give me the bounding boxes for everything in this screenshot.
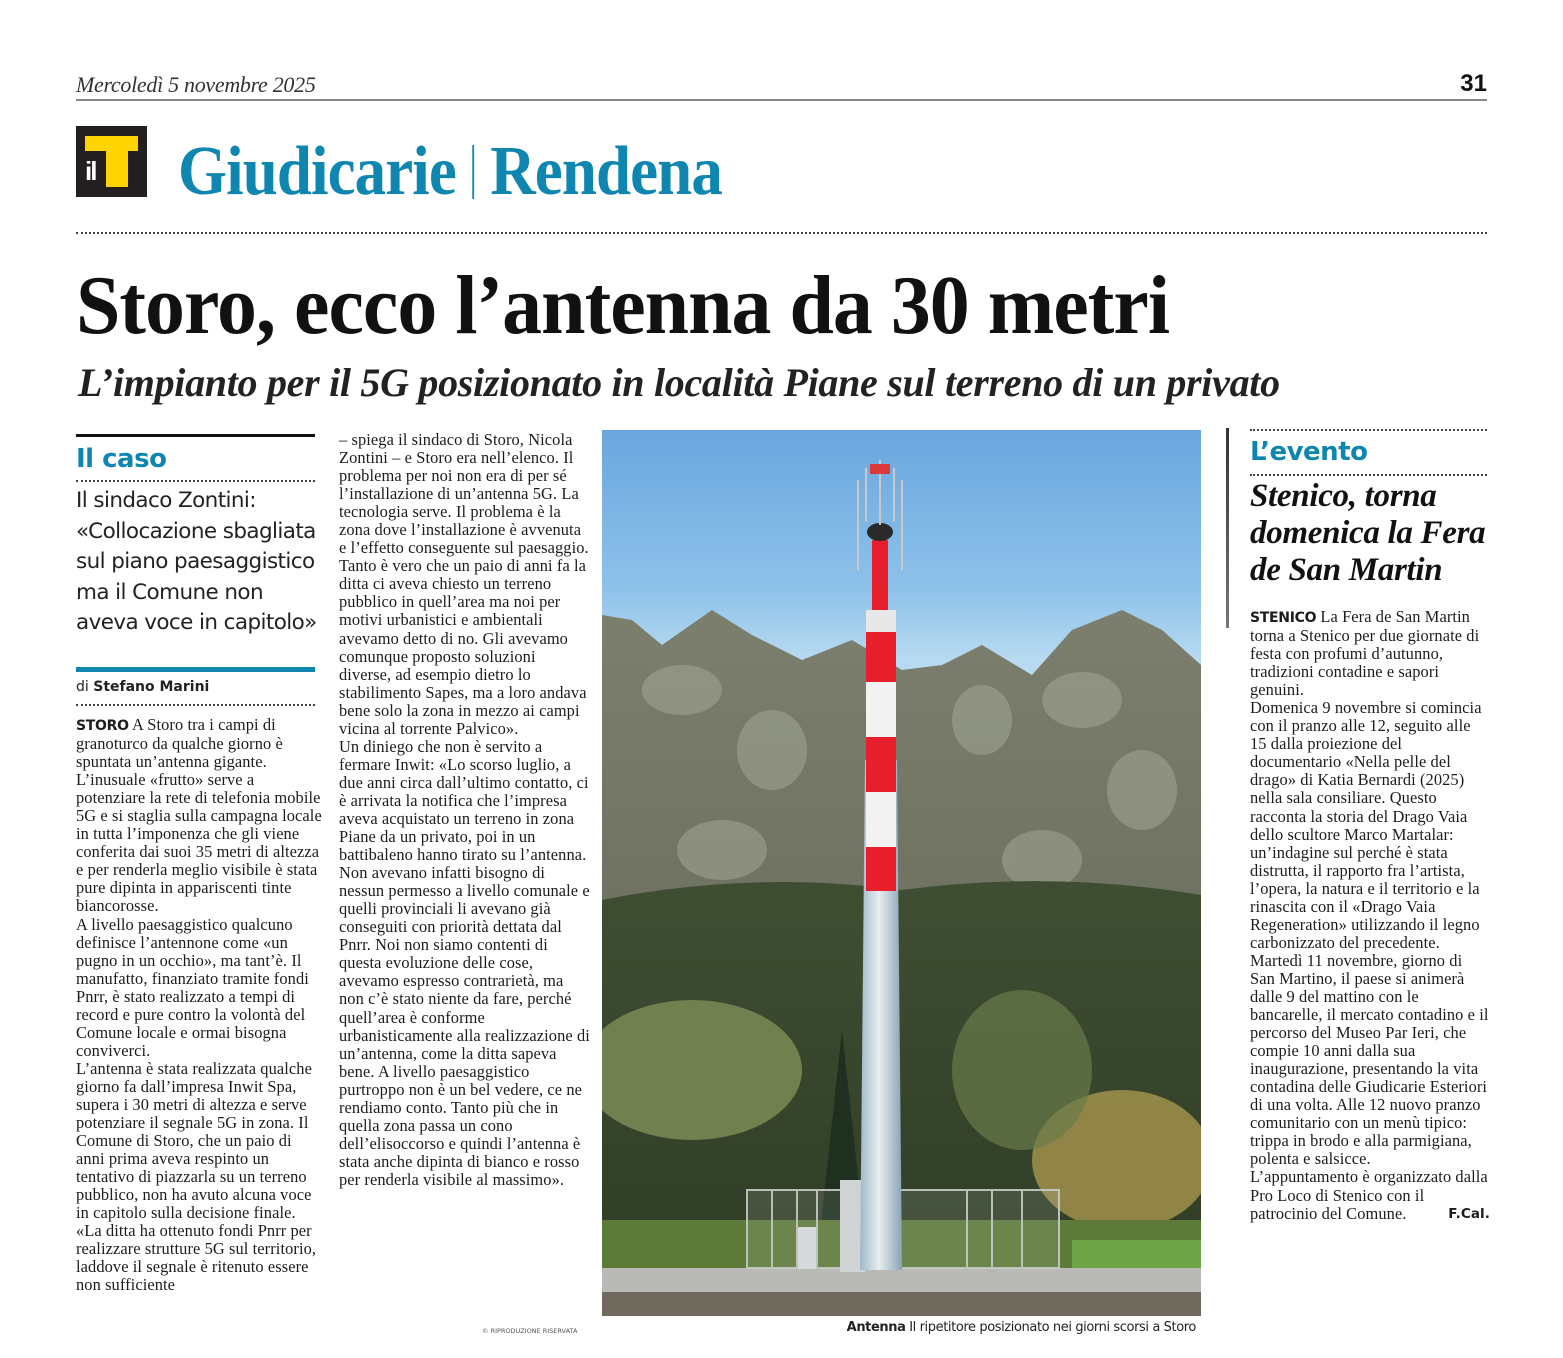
- event-paragraph: Domenica 9 novembre si comincia con il pranzo alle 12, seguito alle 15 dalla proiezione del documentario «Nella pelle del drago» di Katia Bernardi (2025) nella sala consiliare. Questo racconta la storia del Drago Vaia dello scultore Marco Martalar: un’indagine sul perché è stata distrutta, il rapporto fra l’artista, l’opera, la natura e il territorio e la rinascita con il «Drago Vaia Regeneration» utilizzando il legno carbonizzato del precedente.: [1250, 698, 1482, 952]
- byline-dotted-rule: [76, 704, 315, 706]
- event-signature: F.Cal.: [1448, 1205, 1490, 1222]
- article-column-1: [76, 716, 324, 1295]
- article-paragraph: L’antenna è stata realizzata qualche giorno fa dall’impresa Inwit Spa, supera i 30 metri di altezza e serve potenziare il segnale 5G in zona. Il Comune di Storo, che un paio di anni prima aveva respinto un tentativo di piazzarla su un terreno pubblico, non ha avuto alcuna voce in capitolo sulla decisione finale.: [76, 1058, 312, 1223]
- event-lead: [1250, 608, 1490, 699]
- sidebar-kicker: Il caso: [76, 444, 167, 474]
- article-paragraph: «La ditta ha ottenuto fondi Pnrr per realizzare strutture 5G sul territorio, laddove il segnale è ritenuto essere non sufficiente: [76, 1221, 317, 1295]
- quote-line: ma il Comune non: [76, 579, 263, 605]
- photo-caption: [602, 1319, 1196, 1337]
- caption-text: Il ripetitore posizionato nei giorni scorsi a Storo: [909, 1320, 1196, 1335]
- article-paragraph: – spiega il sindaco di Storo, Nicola Zontini – e Storo era nell’elenco. Il problema per noi non era di per sé l’installazione di un’antenna 5G. La tecnologia serve. Il problema è la zona dove l’installazione è avvenuta e l’effetto conseguente sul paesaggio. Tanto è vero che un paio di anni fa la ditta ci aveva chiesto un terreno pubblico in quell’area ma noi per motivi urbanistici e ambientali avevamo detto di no. Gli avevamo comunque proposto soluzioni diverse, ad esempio dietro lo stabilimento Sapes, ma a loro andava bene solo la zona in mezzo ai campi vicina al torrente Palvico».: [339, 430, 589, 738]
- quote-line: «Collocazione sbagliata: [76, 518, 316, 544]
- page-number: 31: [1460, 70, 1487, 97]
- byline-rule: [76, 667, 315, 672]
- event-lead-text: La Fera de San Martin torna a Stenico per due giornate di festa con profumi d’autunno, tradizioni contadine e sapori genuini.: [1250, 607, 1480, 700]
- sidebar-top-rule: [76, 434, 315, 437]
- quote-line: Il sindaco Zontini:: [76, 488, 256, 513]
- copyright-notice: © RIPRODUZIONE RISERVATA: [482, 1327, 578, 1335]
- article-lead: [76, 716, 324, 771]
- antenna-photo: [602, 430, 1201, 1316]
- event-kicker: L’evento: [1250, 437, 1368, 467]
- article-paragraph: A livello paesaggistico qualcuno definisce l’antennone come «un pugno in un occhio», ma tant’è. Il manufatto, finanziato tramite fondi Pnrr, è stato realizzato a tempi di record e pure contro la volontà del Comune locale e ormai bisogna conviverci.: [76, 914, 309, 1060]
- caption-label: Antenna: [846, 1320, 906, 1335]
- newspaper-logo: [76, 126, 147, 197]
- event-paragraph: [1250, 1168, 1490, 1222]
- byline-author: Stefano Marini: [93, 679, 210, 695]
- logo-il-text: il: [85, 156, 96, 186]
- byline-prefix: di: [76, 679, 89, 695]
- byline: [76, 677, 209, 697]
- article-paragraph: L’inusuale «frutto» serve a potenziare la rete di telefonia mobile 5G e si staglia sulla campagna locale in tutta l’imponenza che gli viene conferita dai suoi 35 metri di altezza e per renderla meglio visibile è stata pure dipinta in appariscenti tinte biancorosse.: [76, 770, 322, 916]
- column-vertical-rule: [1226, 428, 1229, 628]
- article-paragraph: Un diniego che non è servito a fermare Inwit: «Lo scorso luglio, a due anni circa dall’ultimo contatto, ci è arrivata la notifica che l’impresa aveva acquistato un terreno in zona Piane da un privato, poi in un battibaleno hanno tirato su l’antenna. Non avevano infatti bisogno di nessun permesso a livello comunale e quelli provinciali li avevano già conseguiti con priorità dettata dal Pnrr. Noi non siamo contenti di questa evoluzione delle cose, avevamo espresso contrarietà, ma non c’è stato niente da fare, perché quell’area è conforme urbanisticamente alla realizzazione di un’antenna, come la ditta sapeva bene. A livello paesaggistico purtroppo non è un bel vedere, ce ne rendiamo conto. Tanto più che in quella zona passa un cono dell’elisoccorso e quindi l’antenna è stata anche dipinta di bianco e rosso per renderla visibile al massimo».: [339, 736, 590, 1189]
- event-title: Stenico, torna domenica la Fera de San Martin: [1250, 478, 1486, 588]
- event-dotted-rule-top: [1250, 429, 1487, 431]
- article-column-2: [339, 431, 591, 1189]
- event-closing-text: L’appuntamento è organizzato dalla Pro Loco di Stenico con il patrocinio del Comune.: [1250, 1167, 1488, 1223]
- logo-t-stem: [106, 136, 128, 187]
- sidebar-quote: [76, 486, 320, 639]
- section-name-right: Rendena: [490, 133, 722, 210]
- event-paragraph: Martedì 11 novembre, giorno di San Martino, il paese si animerà dalle 9 del mattino con le bancarelle, il mercato contadino e il percorso del Museo Par Ieri, che compie 10 anni dalla sua inaugurazione, presentando la vita contadina delle Giudicarie Esteriori di una volta. Alle 12 nuovo pranzo comunitario con un menù tipico: trippa in brodo e alla parmigiana, polenta e salsicce.: [1250, 950, 1489, 1169]
- headline: Storo, ecco l’antenna da 30 metri: [76, 259, 1170, 352]
- event-body: [1250, 608, 1490, 1223]
- quote-line: sul piano paesaggistico: [76, 549, 315, 574]
- subheadline: L’impianto per il 5G posizionato in località Piane sul terreno di un privato: [78, 360, 1280, 405]
- sidebar-dotted-rule: [76, 480, 315, 482]
- event-dateline: STENICO: [1250, 610, 1317, 626]
- event-dotted-rule-bottom: [1250, 474, 1487, 476]
- section-header: [178, 132, 722, 212]
- section-name-left: Giudicarie: [178, 133, 456, 210]
- photo-illustration: [602, 430, 1201, 1316]
- page-date: Mercoledì 5 novembre 2025: [76, 72, 316, 97]
- article-lead-text: A Storo tra i campi di granoturco da qualche giorno è spuntata un’antenna gigante.: [76, 715, 283, 772]
- section-dotted-rule: [76, 232, 1487, 234]
- section-separator: [472, 145, 474, 199]
- folio-divider: [76, 99, 1487, 101]
- quote-line: aveva voce in capitolo»: [76, 610, 317, 635]
- article-dateline: STORO: [76, 718, 129, 734]
